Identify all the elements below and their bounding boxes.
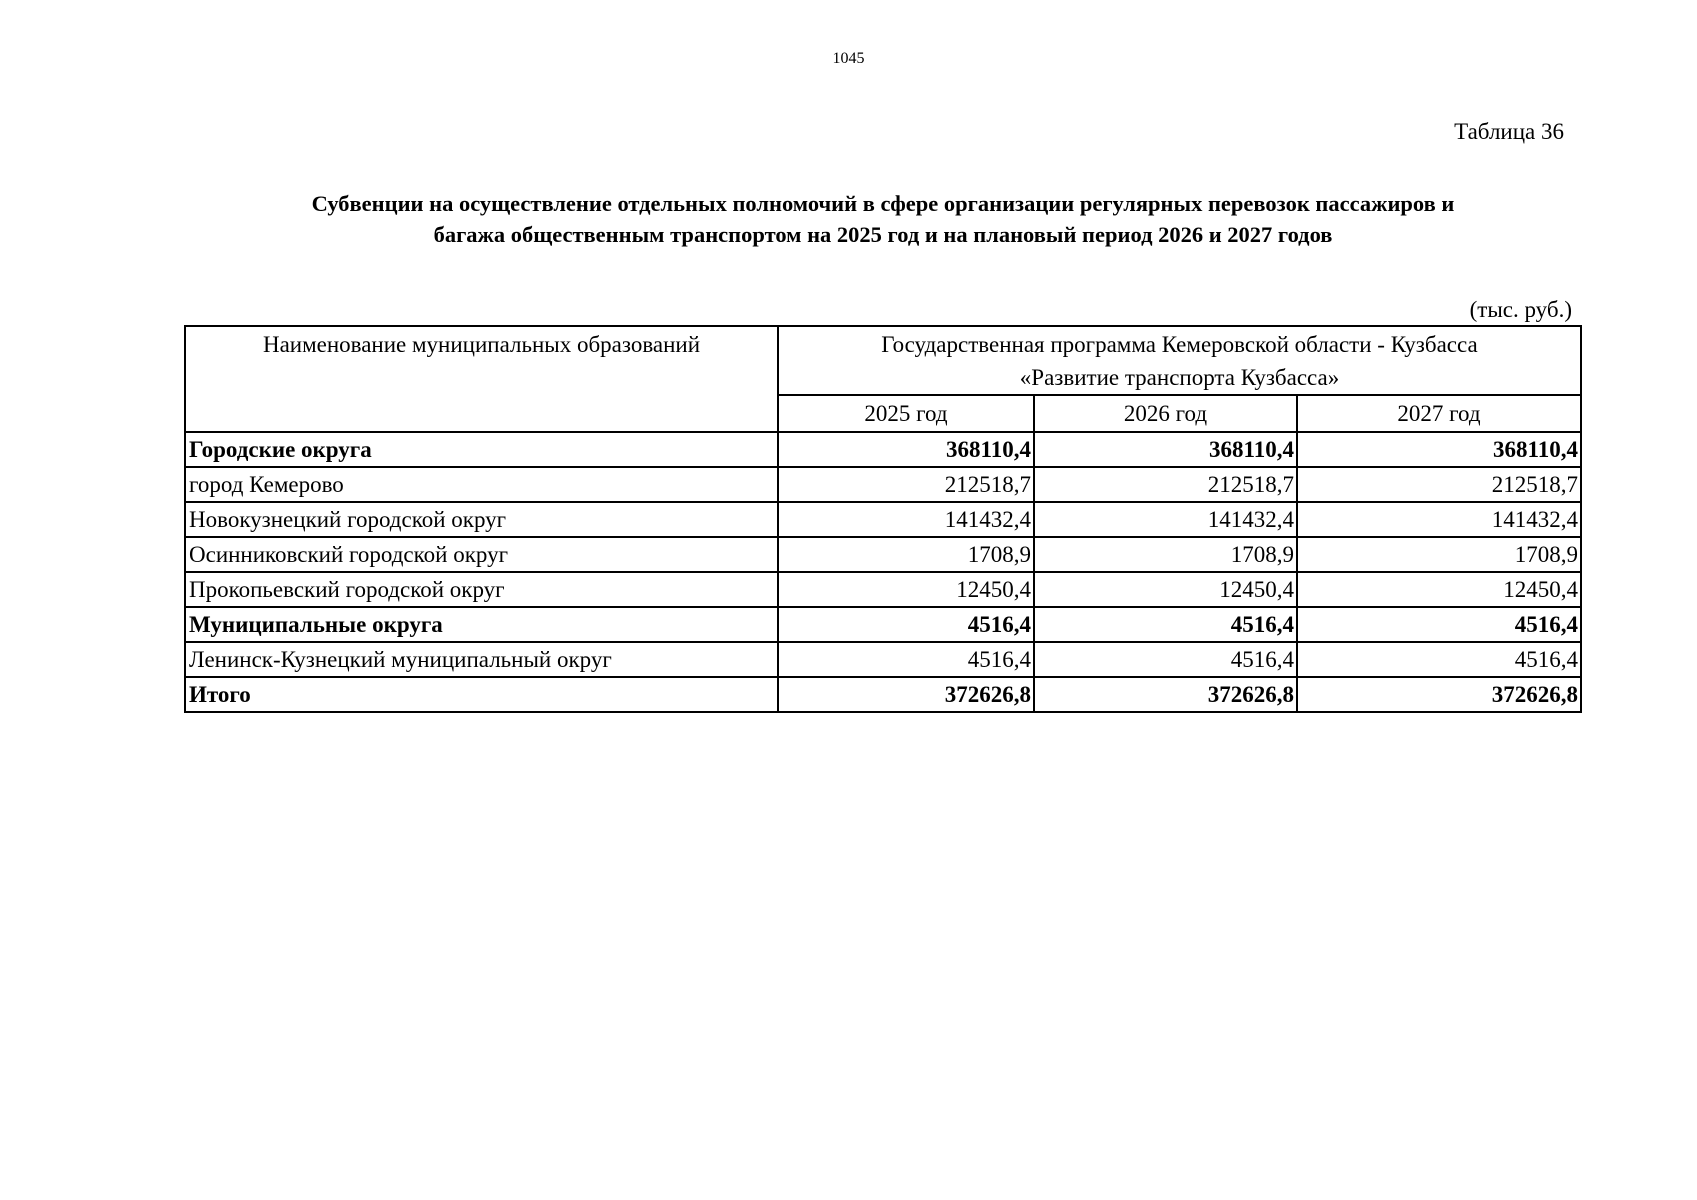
title-line-1: Субвенции на осуществление отдельных полномочий в сфере организации регулярных перевозок пассажиров и [311,191,1455,216]
value-2027-cell: 368110,4 [1297,432,1581,467]
page-number: 1045 [832,50,865,67]
subsidy-table [184,325,1582,713]
title-line-2: багажа общественным транспортом на 2025 год и на плановый период 2026 и 2027 годов [433,222,1333,247]
row-name-cell: Городские округа [185,432,778,467]
value-2025-cell: 212518,7 [778,467,1034,502]
program-header-line-1: Государственная программа Кемеровской области - Кузбасса [881,332,1478,357]
value-2026-cell: 12450,4 [1034,572,1297,607]
table-row [185,572,1581,607]
program-header-line-2: «Развитие транспорта Кузбасса» [1019,365,1340,390]
value-2025-cell: 4516,4 [778,607,1034,642]
value-2027-cell: 4516,4 [1297,642,1581,677]
value-2027-cell: 1708,9 [1297,537,1581,572]
value-2025-cell: 368110,4 [778,432,1034,467]
table-row [185,432,1581,467]
value-2026-cell: 4516,4 [1034,642,1297,677]
row-name-cell: Итого [185,677,778,712]
table-row [185,502,1581,537]
value-2025-cell: 12450,4 [778,572,1034,607]
value-2026-cell: 368110,4 [1034,432,1297,467]
table-row [185,537,1581,572]
row-name-cell: Осинниковский городской округ [185,537,778,572]
row-name-cell: Муниципальные округа [185,607,778,642]
value-2026-cell: 212518,7 [1034,467,1297,502]
year-header-2025: 2025 год [778,395,1034,432]
document-title [190,188,1576,250]
row-name-cell: Прокопьевский городской округ [185,572,778,607]
row-name-cell: Ленинск-Кузнецкий муниципальный округ [185,642,778,677]
table-row [185,677,1581,712]
value-2026-cell: 141432,4 [1034,502,1297,537]
value-2025-cell: 4516,4 [778,642,1034,677]
value-2025-cell: 372626,8 [778,677,1034,712]
table-row [185,607,1581,642]
table-body [185,432,1581,712]
header-row-1 [185,326,1581,395]
value-2026-cell: 4516,4 [1034,607,1297,642]
table-number: Таблица 36 [1454,119,1564,144]
value-2026-cell: 372626,8 [1034,677,1297,712]
row-name-cell: город Кемерово [185,467,778,502]
value-2025-cell: 1708,9 [778,537,1034,572]
name-column-header: Наименование муниципальных образований [185,326,778,432]
row-name-cell: Новокузнецкий городской округ [185,502,778,537]
value-2025-cell: 141432,4 [778,502,1034,537]
value-2027-cell: 12450,4 [1297,572,1581,607]
value-2027-cell: 212518,7 [1297,467,1581,502]
year-header-2026: 2026 год [1034,395,1297,432]
value-2027-cell: 372626,8 [1297,677,1581,712]
year-header-2027: 2027 год [1297,395,1581,432]
table-row [185,467,1581,502]
units-label: (тыс. руб.) [1469,297,1572,322]
program-header [778,326,1581,395]
value-2027-cell: 141432,4 [1297,502,1581,537]
value-2026-cell: 1708,9 [1034,537,1297,572]
table-row [185,642,1581,677]
value-2027-cell: 4516,4 [1297,607,1581,642]
